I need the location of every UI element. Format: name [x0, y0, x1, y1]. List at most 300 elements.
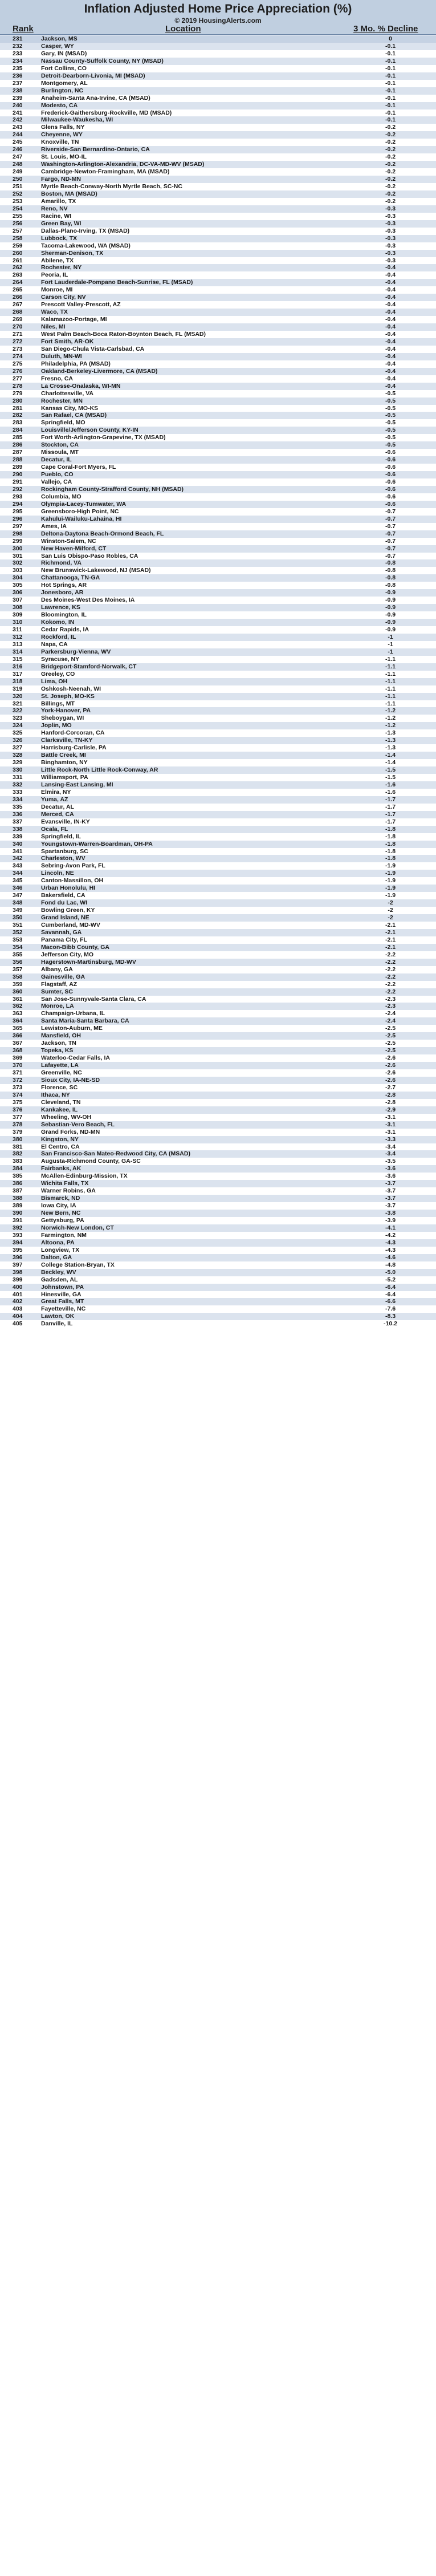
decline-value-cell: -2.2	[385, 988, 396, 995]
rank-cell: 289	[13, 464, 23, 471]
rank-cell: 361	[13, 995, 23, 1003]
decline-value-cell: -0.4	[385, 331, 396, 338]
rank-cell: 350	[13, 914, 23, 922]
table-row	[0, 729, 436, 737]
rank-cell: 304	[13, 574, 23, 582]
column-header-decline: 3 Mo. % Decline	[353, 24, 418, 34]
rank-cell: 253	[13, 197, 23, 205]
rank-cell: 367	[13, 1040, 23, 1047]
table-row	[0, 530, 436, 538]
decline-value-cell: -0.1	[385, 102, 396, 109]
rank-cell: 238	[13, 87, 23, 94]
decline-value-cell: -0.9	[385, 626, 396, 633]
rank-cell: 358	[13, 973, 23, 980]
decline-value-cell: -6.4	[385, 1291, 396, 1298]
table-row	[0, 87, 436, 95]
decline-value-cell: -3.4	[385, 1150, 396, 1158]
rank-cell: 371	[13, 1069, 23, 1076]
table-row	[0, 1320, 436, 1328]
rank-cell: 325	[13, 729, 23, 737]
table-row	[0, 1291, 436, 1299]
rank-cell: 337	[13, 818, 23, 825]
rank-cell: 308	[13, 604, 23, 611]
location-cell: Billings, MT	[41, 700, 75, 707]
decline-value-cell: -1	[388, 633, 393, 640]
rank-cell: 332	[13, 781, 23, 788]
decline-value-cell: -0.1	[385, 87, 396, 94]
decline-value-cell: -4.3	[385, 1239, 396, 1246]
rank-cell: 236	[13, 72, 23, 79]
location-cell: San Luis Obispo-Paso Robles, CA	[41, 552, 138, 559]
copyright-note: © 2019 HousingAlerts.com	[174, 17, 262, 25]
decline-value-cell: -0.7	[385, 537, 396, 545]
decline-value-cell: -3.3	[385, 1135, 396, 1143]
rank-cell: 267	[13, 301, 23, 309]
decline-value-cell: -0.9	[385, 597, 396, 604]
decline-value-cell: -1.8	[385, 847, 396, 855]
table-row	[0, 1254, 436, 1261]
table-row	[0, 493, 436, 501]
rank-cell: 354	[13, 943, 23, 951]
location-cell: Dallas-Plano-Irving, TX (MSAD)	[41, 227, 130, 234]
decline-value-cell: -1.3	[385, 729, 396, 737]
rank-cell: 317	[13, 670, 23, 678]
location-cell: Kankakee, IL	[41, 1106, 78, 1113]
table-row	[0, 242, 436, 250]
decline-value-cell: -3.1	[385, 1113, 396, 1121]
location-cell: Youngstown-Warren-Boardman, OH-PA	[41, 840, 153, 847]
table-row	[0, 523, 436, 530]
decline-value-cell: -0.5	[385, 404, 396, 412]
rank-cell: 377	[13, 1113, 23, 1121]
table-row	[0, 464, 436, 471]
location-cell: Pueblo, CO	[41, 471, 74, 478]
decline-value-cell: -1.2	[385, 707, 396, 715]
table-row	[0, 271, 436, 279]
decline-value-cell: -0.7	[385, 522, 396, 530]
rank-cell: 276	[13, 367, 23, 375]
decline-value-cell: -5.0	[385, 1268, 396, 1276]
location-cell: Jonesboro, AR	[41, 589, 84, 597]
decline-value-cell: -1.1	[385, 663, 396, 670]
rank-cell: 383	[13, 1158, 23, 1165]
decline-value-cell: -1.7	[385, 796, 396, 803]
rank-cell: 402	[13, 1298, 23, 1305]
location-cell: Panama City, FL	[41, 936, 87, 943]
rank-cell: 366	[13, 1032, 23, 1040]
table-row	[0, 213, 436, 220]
table-row	[0, 922, 436, 929]
table-row	[0, 826, 436, 833]
rank-cell: 269	[13, 316, 23, 323]
decline-value-cell: -0.6	[385, 471, 396, 478]
rank-cell: 320	[13, 692, 23, 700]
table-row	[0, 744, 436, 752]
rank-cell: 330	[13, 766, 23, 774]
table-row	[0, 862, 436, 870]
rank-cell: 250	[13, 176, 23, 183]
location-cell: Monroe, LA	[41, 1003, 74, 1010]
table-row	[0, 559, 436, 567]
table-row	[0, 988, 436, 996]
location-cell: Oakland-Berkeley-Livermore, CA (MSAD)	[41, 367, 158, 375]
decline-value-cell: -0.4	[385, 352, 396, 360]
table-row	[0, 700, 436, 708]
rank-cell: 293	[13, 493, 23, 500]
decline-value-cell: -1.2	[385, 715, 396, 722]
decline-value-cell: -0.3	[385, 227, 396, 234]
location-cell: Modesto, CA	[41, 102, 78, 109]
rank-cell: 281	[13, 404, 23, 412]
rank-cell: 344	[13, 870, 23, 877]
rank-cell: 398	[13, 1268, 23, 1276]
decline-value-cell: -0.4	[385, 294, 396, 301]
rank-cell: 257	[13, 227, 23, 234]
location-cell: Albany, GA	[41, 966, 73, 973]
rank-cell: 360	[13, 988, 23, 995]
rank-cell: 279	[13, 390, 23, 397]
table-row	[0, 1069, 436, 1077]
decline-value-cell: -0.5	[385, 412, 396, 419]
decline-value-cell: -0.5	[385, 441, 396, 449]
table-row	[0, 368, 436, 375]
location-cell: Amarillo, TX	[41, 197, 76, 205]
table-row	[0, 1003, 436, 1010]
decline-value-cell: -2.3	[385, 995, 396, 1003]
table-row	[0, 35, 436, 43]
location-cell: Yuma, AZ	[41, 796, 68, 803]
location-cell: Prescott Valley-Prescott, AZ	[41, 301, 121, 309]
table-row	[0, 516, 436, 523]
location-cell: Decatur, AL	[41, 803, 74, 810]
rank-cell: 242	[13, 116, 23, 124]
rank-cell: 381	[13, 1143, 23, 1150]
location-cell: Fairbanks, AK	[41, 1165, 82, 1173]
rank-cell: 305	[13, 582, 23, 589]
location-cell: Lafayette, LA	[41, 1062, 79, 1069]
rank-cell: 327	[13, 744, 23, 752]
location-cell: Burlington, NC	[41, 87, 84, 94]
rank-cell: 323	[13, 715, 23, 722]
decline-value-cell: -2.7	[385, 1084, 396, 1091]
table-row	[0, 1313, 436, 1320]
location-cell: Dalton, GA	[41, 1253, 72, 1261]
location-cell: San Francisco-San Mateo-Redwood City, CA (MSAD)	[41, 1150, 190, 1158]
table-row	[0, 1232, 436, 1239]
location-cell: Clarksville, TN-KY	[41, 737, 93, 744]
rank-cell: 346	[13, 885, 23, 892]
location-cell: West Palm Beach-Boca Raton-Boynton Beach, FL (MSAD)	[41, 331, 206, 338]
location-cell: Waco, TX	[41, 309, 68, 316]
rank-cell: 259	[13, 242, 23, 249]
table-row	[0, 1143, 436, 1151]
decline-value-cell: -4.3	[385, 1246, 396, 1253]
decline-value-cell: -4.2	[385, 1231, 396, 1239]
decline-value-cell: -2.8	[385, 1091, 396, 1098]
decline-value-cell: -0.5	[385, 397, 396, 404]
decline-value-cell: -0.2	[385, 168, 396, 176]
rank-cell: 246	[13, 146, 23, 153]
location-cell: Hinesville, GA	[41, 1291, 82, 1298]
rank-cell: 316	[13, 663, 23, 670]
location-cell: Charleston, WV	[41, 855, 85, 862]
location-cell: Kingston, NY	[41, 1135, 79, 1143]
rank-cell: 393	[13, 1231, 23, 1239]
location-cell: Lincoln, NE	[41, 870, 74, 877]
rank-cell: 347	[13, 892, 23, 899]
location-cell: Evansville, IN-KY	[41, 818, 90, 825]
decline-value-cell: -0.2	[385, 161, 396, 168]
table-row	[0, 286, 436, 294]
table-row	[0, 685, 436, 693]
decline-value-cell: -3.4	[385, 1143, 396, 1150]
decline-value-cell: -0.3	[385, 205, 396, 212]
location-cell: Lawrence, KS	[41, 604, 80, 611]
location-cell: Fayetteville, NC	[41, 1305, 86, 1313]
location-cell: Harrisburg-Carlisle, PA	[41, 744, 107, 752]
rank-cell: 261	[13, 257, 23, 264]
location-cell: Washington-Arlington-Alexandria, DC-VA-MD-WV (MSAD)	[41, 161, 205, 168]
location-cell: Sebastian-Vero Beach, FL	[41, 1121, 115, 1128]
table-row	[0, 441, 436, 449]
table-row	[0, 973, 436, 981]
decline-value-cell: -1.1	[385, 655, 396, 663]
location-cell: Kalamazoo-Portage, MI	[41, 316, 107, 323]
location-cell: Stockton, CA	[41, 441, 79, 449]
decline-value-cell: -1.5	[385, 774, 396, 781]
location-cell: Syracuse, NY	[41, 655, 80, 663]
decline-value-cell: -0.9	[385, 589, 396, 597]
location-cell: Fond du Lac, WI	[41, 899, 88, 907]
decline-value-cell: -0.5	[385, 427, 396, 434]
location-cell: Bakersfield, CA	[41, 892, 85, 899]
location-cell: Fresno, CA	[41, 375, 74, 382]
table-row	[0, 65, 436, 72]
rank-cell: 355	[13, 951, 23, 958]
location-cell: Niles, MI	[41, 323, 66, 331]
decline-value-cell: -0.6	[385, 456, 396, 464]
table-row	[0, 427, 436, 434]
decline-value-cell: -0.2	[385, 190, 396, 197]
rank-cell: 262	[13, 264, 23, 271]
table-row	[0, 161, 436, 168]
decline-value-cell: -0.4	[385, 301, 396, 309]
table-row	[0, 353, 436, 360]
rank-cell: 288	[13, 456, 23, 464]
location-cell: Spartanburg, SC	[41, 847, 88, 855]
decline-value-cell: -10.2	[384, 1320, 397, 1328]
rank-cell: 260	[13, 249, 23, 257]
table-row	[0, 1136, 436, 1143]
location-cell: Hot Springs, AR	[41, 582, 87, 589]
location-cell: Gainesville, GA	[41, 973, 85, 980]
rank-cell: 382	[13, 1150, 23, 1158]
table-row	[0, 294, 436, 301]
location-cell: Boston, MA (MSAD)	[41, 190, 97, 197]
decline-value-cell: -0.6	[385, 449, 396, 456]
chart-title: Inflation Adjusted Home Price Appreciation (%)	[84, 2, 352, 15]
decline-value-cell: -0.9	[385, 619, 396, 626]
rank-cell: 265	[13, 286, 23, 294]
location-cell: Fort Smith, AR-OK	[41, 338, 94, 345]
rank-cell: 345	[13, 877, 23, 885]
table-row	[0, 1062, 436, 1069]
rank-cell: 299	[13, 537, 23, 545]
table-row	[0, 198, 436, 205]
rank-cell: 319	[13, 685, 23, 692]
table-row	[0, 1261, 436, 1269]
table-row	[0, 1305, 436, 1313]
rank-cell: 256	[13, 220, 23, 227]
rank-cell: 307	[13, 597, 23, 604]
location-cell: Parkersburg-Vienna, WV	[41, 648, 111, 655]
rank-cell: 394	[13, 1239, 23, 1246]
location-cell: Rochester, NY	[41, 264, 82, 271]
rank-cell: 348	[13, 899, 23, 907]
location-cell: Binghamton, NY	[41, 759, 88, 766]
table-row	[0, 1010, 436, 1017]
table-row	[0, 1276, 436, 1284]
rank-cell: 272	[13, 338, 23, 345]
table-row	[0, 538, 436, 545]
table-row	[0, 508, 436, 516]
table-row	[0, 116, 436, 124]
decline-value-cell: -1.2	[385, 722, 396, 729]
decline-value-cell: -3.9	[385, 1217, 396, 1224]
decline-value-cell: -0.7	[385, 508, 396, 515]
location-cell: Springfield, MO	[41, 419, 85, 427]
location-cell: Cheyenne, WY	[41, 131, 83, 139]
location-cell: St. Joseph, MO-KS	[41, 692, 95, 700]
rank-cell: 241	[13, 109, 23, 116]
table-row	[0, 553, 436, 560]
location-cell: St. Louis, MO-IL	[41, 153, 87, 161]
table-row	[0, 892, 436, 899]
rank-cell: 297	[13, 522, 23, 530]
decline-value-cell: -1.9	[385, 877, 396, 885]
location-cell: Nassau County-Suffolk County, NY (MSAD)	[41, 57, 164, 64]
location-cell: York-Hanover, PA	[41, 707, 91, 715]
decline-value-cell: -1.6	[385, 788, 396, 796]
location-cell: Champaign-Urbana, IL	[41, 1010, 105, 1017]
rank-cell: 301	[13, 552, 23, 559]
table-row	[0, 131, 436, 139]
rank-cell: 396	[13, 1253, 23, 1261]
table-row	[0, 781, 436, 789]
table-row	[0, 264, 436, 271]
table-row	[0, 804, 436, 811]
decline-value-cell: -0.1	[385, 42, 396, 50]
rank-cell: 386	[13, 1180, 23, 1187]
location-cell: Johnstown, PA	[41, 1283, 84, 1291]
location-cell: College Station-Bryan, TX	[41, 1261, 115, 1268]
decline-value-cell: -0.1	[385, 72, 396, 79]
decline-value-cell: -0.8	[385, 582, 396, 589]
location-cell: Lubbock, TX	[41, 234, 77, 242]
table-row	[0, 1247, 436, 1254]
location-cell: El Centro, CA	[41, 1143, 80, 1150]
rank-cell: 248	[13, 161, 23, 168]
table-row	[0, 1202, 436, 1210]
decline-value-cell: -3.7	[385, 1180, 396, 1187]
decline-value-cell: -1.1	[385, 685, 396, 692]
decline-value-cell: -2.5	[385, 1025, 396, 1032]
decline-value-cell: -0.7	[385, 552, 396, 559]
table-row	[0, 449, 436, 456]
decline-value-cell: -0.4	[385, 375, 396, 382]
table-row	[0, 323, 436, 331]
decline-value-cell: -0.1	[385, 109, 396, 116]
decline-value-cell: -2.5	[385, 1032, 396, 1040]
rank-cell: 352	[13, 928, 23, 936]
table-row	[0, 250, 436, 257]
location-cell: Bridgeport-Stamford-Norwalk, CT	[41, 663, 137, 670]
rank-cell: 351	[13, 922, 23, 928]
decline-value-cell: -0.7	[385, 545, 396, 552]
rank-cell: 258	[13, 234, 23, 242]
decline-value-cell: -1.4	[385, 752, 396, 759]
table-row	[0, 1187, 436, 1195]
table-row	[0, 1040, 436, 1047]
rank-cell: 264	[13, 279, 23, 286]
rank-cell: 243	[13, 124, 23, 131]
decline-value-cell: -0.1	[385, 64, 396, 72]
rank-cell: 375	[13, 1098, 23, 1106]
location-cell: Kahului-Wailuku-Lahaina, HI	[41, 515, 122, 522]
location-cell: Joplin, MO	[41, 722, 72, 729]
decline-value-cell: -2.2	[385, 951, 396, 958]
location-cell: Jackson, TN	[41, 1040, 76, 1047]
decline-value-cell: -1.9	[385, 892, 396, 899]
decline-value-cell: -0.2	[385, 146, 396, 153]
rank-cell: 302	[13, 559, 23, 567]
table-row	[0, 959, 436, 966]
location-cell: New Brunswick-Lakewood, NJ (MSAD)	[41, 567, 151, 574]
location-cell: Peoria, IL	[41, 271, 68, 279]
location-cell: Tacoma-Lakewood, WA (MSAD)	[41, 242, 131, 249]
location-cell: New Bern, NC	[41, 1210, 81, 1217]
table-row	[0, 611, 436, 619]
table-row	[0, 1032, 436, 1040]
rank-cell: 321	[13, 700, 23, 707]
decline-value-cell: -2.4	[385, 1017, 396, 1025]
rank-cell: 232	[13, 42, 23, 50]
table-row	[0, 811, 436, 818]
rank-cell: 303	[13, 567, 23, 574]
decline-value-cell: -1.8	[385, 840, 396, 847]
decline-value-cell: -0.4	[385, 323, 396, 331]
decline-value-cell: -1.8	[385, 825, 396, 833]
decline-value-cell: -2.2	[385, 966, 396, 973]
table-row	[0, 1165, 436, 1173]
table-row	[0, 235, 436, 242]
decline-value-cell: -0.2	[385, 176, 396, 183]
rank-cell: 275	[13, 360, 23, 367]
decline-value-cell: -0.4	[385, 367, 396, 375]
location-cell: Detroit-Dearborn-Livonia, MI (MSAD)	[41, 72, 145, 79]
location-cell: Cape Coral-Fort Myers, FL	[41, 464, 116, 471]
table-row	[0, 1017, 436, 1025]
table-row	[0, 759, 436, 766]
table-row	[0, 855, 436, 862]
decline-value-cell: -0.5	[385, 434, 396, 441]
table-row	[0, 877, 436, 885]
decline-value-cell: -2.6	[385, 1062, 396, 1069]
decline-value-cell: -3.7	[385, 1195, 396, 1202]
rank-cell: 252	[13, 190, 23, 197]
decline-value-cell: -0.6	[385, 478, 396, 485]
location-cell: Duluth, MN-WI	[41, 352, 82, 360]
